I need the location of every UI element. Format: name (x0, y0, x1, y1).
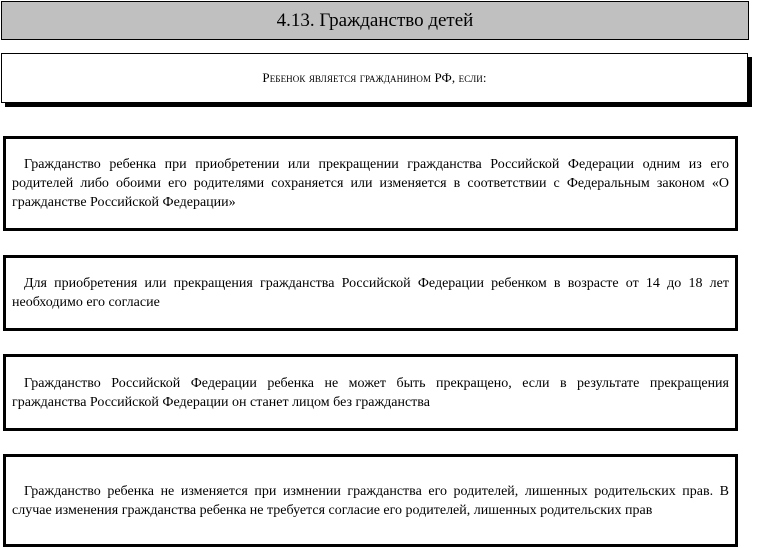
rule-card-1 (3, 136, 738, 231)
rule-card-4 (3, 454, 738, 547)
rule-card-2 (3, 255, 738, 331)
subtitle-box (1, 53, 748, 103)
rule-card-3 (3, 354, 738, 431)
rule-card-3-text: Гражданство Российской Федерации ребенка не может быть прекращено, если в результате прекращения гражданства Российской Федерации он станет лицом без гражданства (12, 375, 729, 410)
page-title: 4.13. Гражданство детей (276, 9, 474, 31)
rule-card-2-text: Для приобретения или прекращения гражданства Российской Федерации ребенком в возрасте от 14 до 18 лет необходимо его согласие (12, 276, 729, 310)
rule-card-1-text: Гражданство ребенка при приобретении или прекращении гражданства Российской Федерации одним из его родителей либо обоими его родителями сохраняется или изменяется в соответствии с Федеральным законом «О гражданстве Российской Федерации» (12, 157, 729, 210)
rule-card-4-text: Гражданство ребенка не изменяется при измнении гражданства его родителей, лишенных родительских прав. В случае изменения гражданства ребенка не требуется согласие его родителей, лишенных родительских прав (12, 483, 729, 518)
page-title-bar (1, 1, 749, 40)
subtitle-text: Ребенок является гражданином РФ, если: (262, 70, 487, 85)
